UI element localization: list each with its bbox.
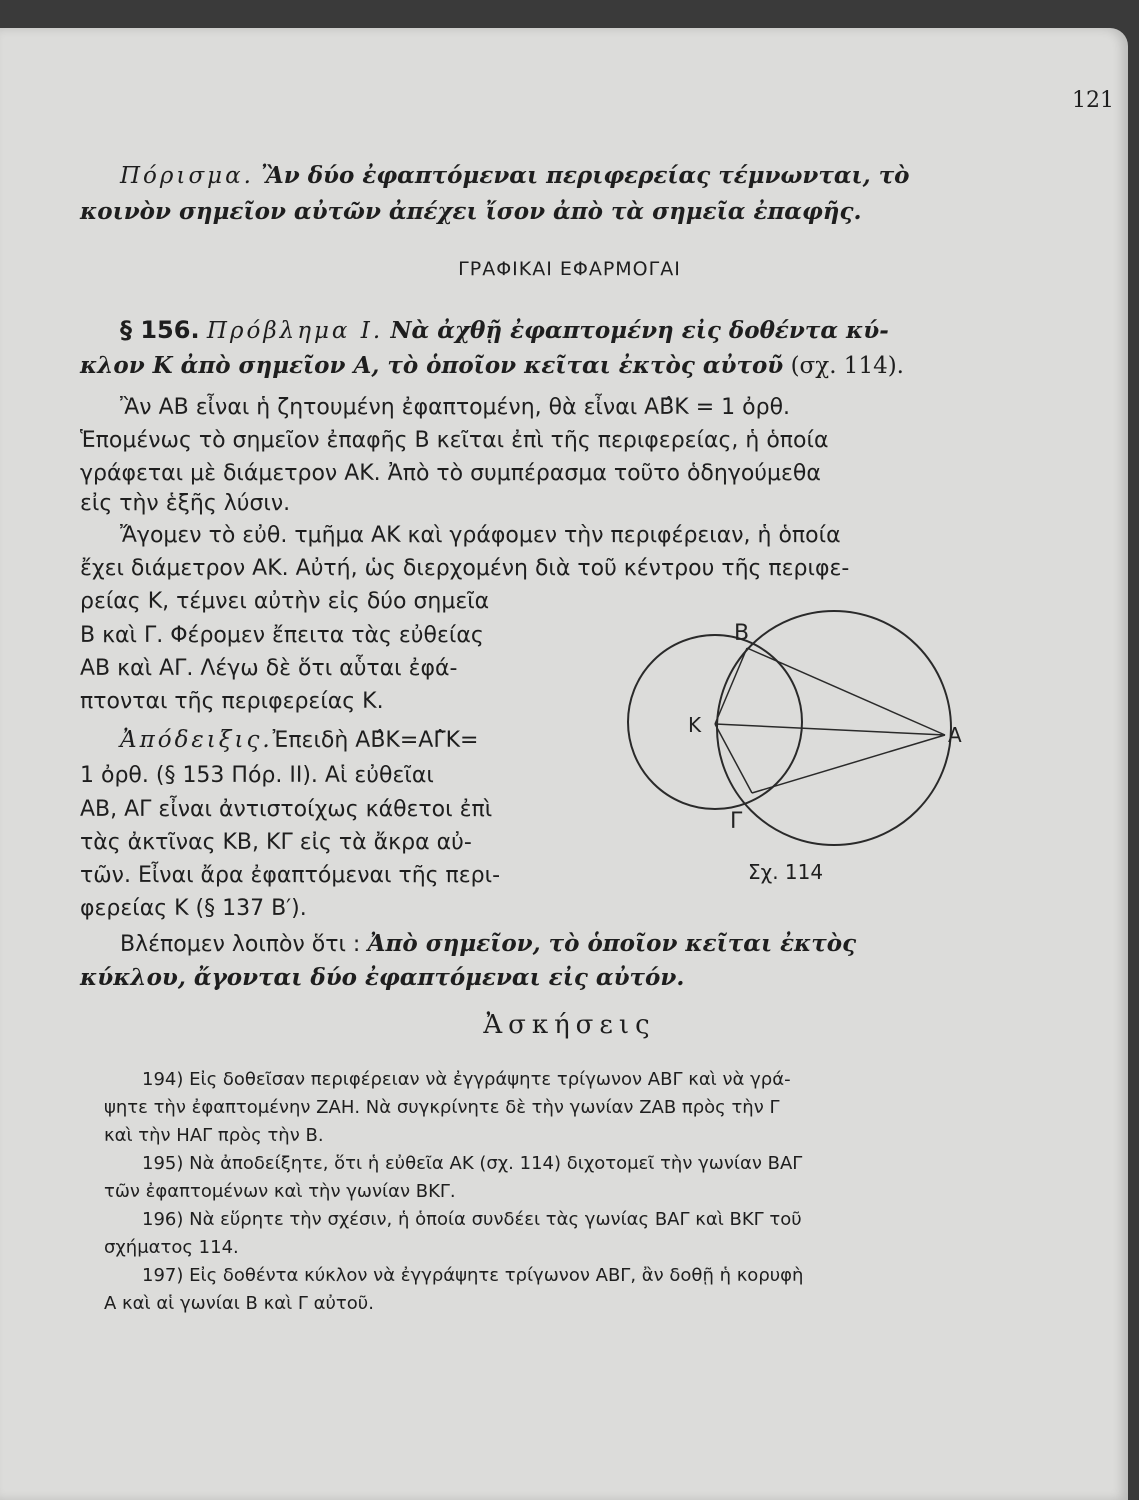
proof-line-6: φερείας Κ (§ 137 Β′). [80,896,307,921]
label-b: Β [734,621,750,646]
exercise-line-8: 197) Εἰς δοθέντα κύκλον νὰ ἐγγράψητε τρίγωνον ΑΒΓ, ἂν δοθῇ ἡ κορυφὴ [142,1265,804,1286]
exercise-line-6: 196) Νὰ εὕρητε τὴν σχέσιν, ἡ ὁποία συνδέει τὰς γωνίας ΒΑΓ καὶ ΒΚΓ τοῦ [142,1209,802,1230]
problem-text-1: Νὰ ἀχθῇ ἐφαπτομένη εἰς δοθέντα κύ- [390,317,889,344]
label-k: Κ [688,713,702,737]
proof-line-2: 1 ὀρθ. (§ 153 Πόρ. ΙΙ). Αἱ εὐθεῖαι [80,763,434,788]
para2-line-1: Ἄγομεν τὸ εὐθ. τμῆμα ΑΚ καὶ γράφομεν τὴν περιφέρειαν, ἡ ὁποία [120,523,841,548]
para1-line-1: Ἂν ΑΒ εἶναι ἡ ζητουμένη ἐφαπτομένη, θὰ εἶναι ΑΒ̂Κ = 1 ὀρθ. [120,395,791,420]
exercise-line-5: τῶν ἐφαπτομένων καὶ τὴν γωνίαν ΒΚΓ. [104,1181,456,1202]
porisma-line-2: κοινὸν σημεῖον αὐτῶν ἀπέχει ἴσον ἀπὸ τὰ σημεῖα ἐπαφῆς. [80,198,862,225]
proof-line-4: τὰς ἀκτῖνας ΚΒ, ΚΓ εἰς τὰ ἄκρα αὐ- [80,830,472,855]
proof-line-5: τῶν. Εἶναι ἄρα ἐφαπτόμεναι τῆς περι- [80,863,501,888]
exercise-line-1: 194) Εἰς δοθεῖσαν περιφέρειαν νὰ ἐγγράψητε τρίγωνον ΑΒΓ καὶ νὰ γρά- [142,1069,791,1090]
porisma-line-1 [120,160,910,192]
porisma-text-1: Ἂν δύο ἐφαπτόμεναι περιφερείας τέμνωνται, τὸ [261,162,910,189]
tangent-ab [747,648,945,735]
circle-ak [717,611,951,845]
section-heading: ΓΡΑΦΙΚΑΙ ΕΦΑΡΜΟΓΑΙ [458,258,681,280]
porisma-label: Πόρισμα. [120,163,254,189]
conclusion-bold-1: Ἀπὸ σημεῖον, τὸ ὁποῖον κεῖται ἐκτὸς [367,930,857,957]
problem-line-2 [80,350,904,382]
para1-line-2: Ἑπομένως τὸ σημεῖον ἐπαφῆς Β κεῖται ἐπὶ τῆς περιφερείας, ἡ ὁποία [80,428,829,453]
para1-line-3: γράφεται μὲ διάμετρον ΑΚ. Ἀπὸ τὸ συμπέρασμα τοῦτο ὁδηγούμεθα [80,461,821,486]
exercise-line-2: ψητε τὴν ἐφαπτομένην ΖΑΗ. Νὰ συγκρίνητε δὲ τὴν γωνίαν ΖΑΒ πρὸς τὴν Γ [104,1097,780,1118]
exercises-heading: Ἀσκήσεις [483,1010,656,1040]
exercise-line-3: καὶ τὴν ΗΑΓ πρὸς τὴν Β. [104,1125,324,1146]
para2-line-3: ρείας Κ, τέμνει αὐτὴν εἰς δύο σημεῖα [80,589,490,614]
exercise-line-4: 195) Νὰ ἀποδείξητε, ὅτι ἡ εὐθεῖα ΑΚ (σχ. 114) διχοτομεῖ τὴν γωνίαν ΒΑΓ [142,1153,803,1174]
label-a: Α [948,723,962,747]
problem-number: § 156. [120,316,200,344]
proof-first: Ἐπειδὴ ΑΒ̂Κ=ΑΓ̂Κ= [272,728,479,753]
problem-text-2: κλον Κ ἀπὸ σημεῖον Α, τὸ ὁποῖον κεῖται ἐκτὸς αὐτοῦ [80,352,784,379]
para2-line-6: πτονται τῆς περιφερείας Κ. [80,689,384,714]
segment-ak [715,724,945,735]
label-g: Γ [730,809,743,834]
conclusion-line-2: κύκλου, ἄγονται δύο ἐφαπτόμεναι εἰς αὐτόν. [80,964,685,991]
radius-kb [715,648,747,724]
page-number: 121 [1072,88,1114,113]
exercise-line-9: Α καὶ αἱ γωνίαι Β καὶ Γ αὐτοῦ. [104,1293,374,1314]
figure-caption: Σχ. 114 [748,860,824,884]
para2-line-2: ἔχει διάμετρον ΑΚ. Αὐτή, ὡς διερχομένη διὰ τοῦ κέντρου τῆς περιφε- [80,556,850,581]
proof-label: Ἀπόδειξις. [120,727,273,753]
para2-line-5: ΑΒ καὶ ΑΓ. Λέγω δὲ ὅτι αὗται ἐφά- [80,656,458,681]
problem-label: Πρόβλημα Ι. [206,318,384,344]
conclusion-line-1 [120,928,856,961]
exercise-line-7: σχήματος 114. [104,1237,239,1258]
proof-line-3: ΑΒ, ΑΓ εἶναι ἀντιστοίχως κάθετοι ἐπὶ [80,797,493,822]
para2-line-4: Β καὶ Γ. Φέρομεν ἔπειτα τὰς εὐθείας [80,623,484,648]
tangent-ag [752,735,945,793]
problem-ref: (σχ. 114). [790,353,904,379]
proof-line-1 [120,724,478,757]
figure-114 [600,600,980,860]
conclusion-lead: Βλέπομεν λοιπὸν ὅτι : [120,932,361,957]
para1-line-4: εἰς τὴν ἑξῆς λύσιν. [80,491,291,516]
problem-line-1 [120,314,889,347]
